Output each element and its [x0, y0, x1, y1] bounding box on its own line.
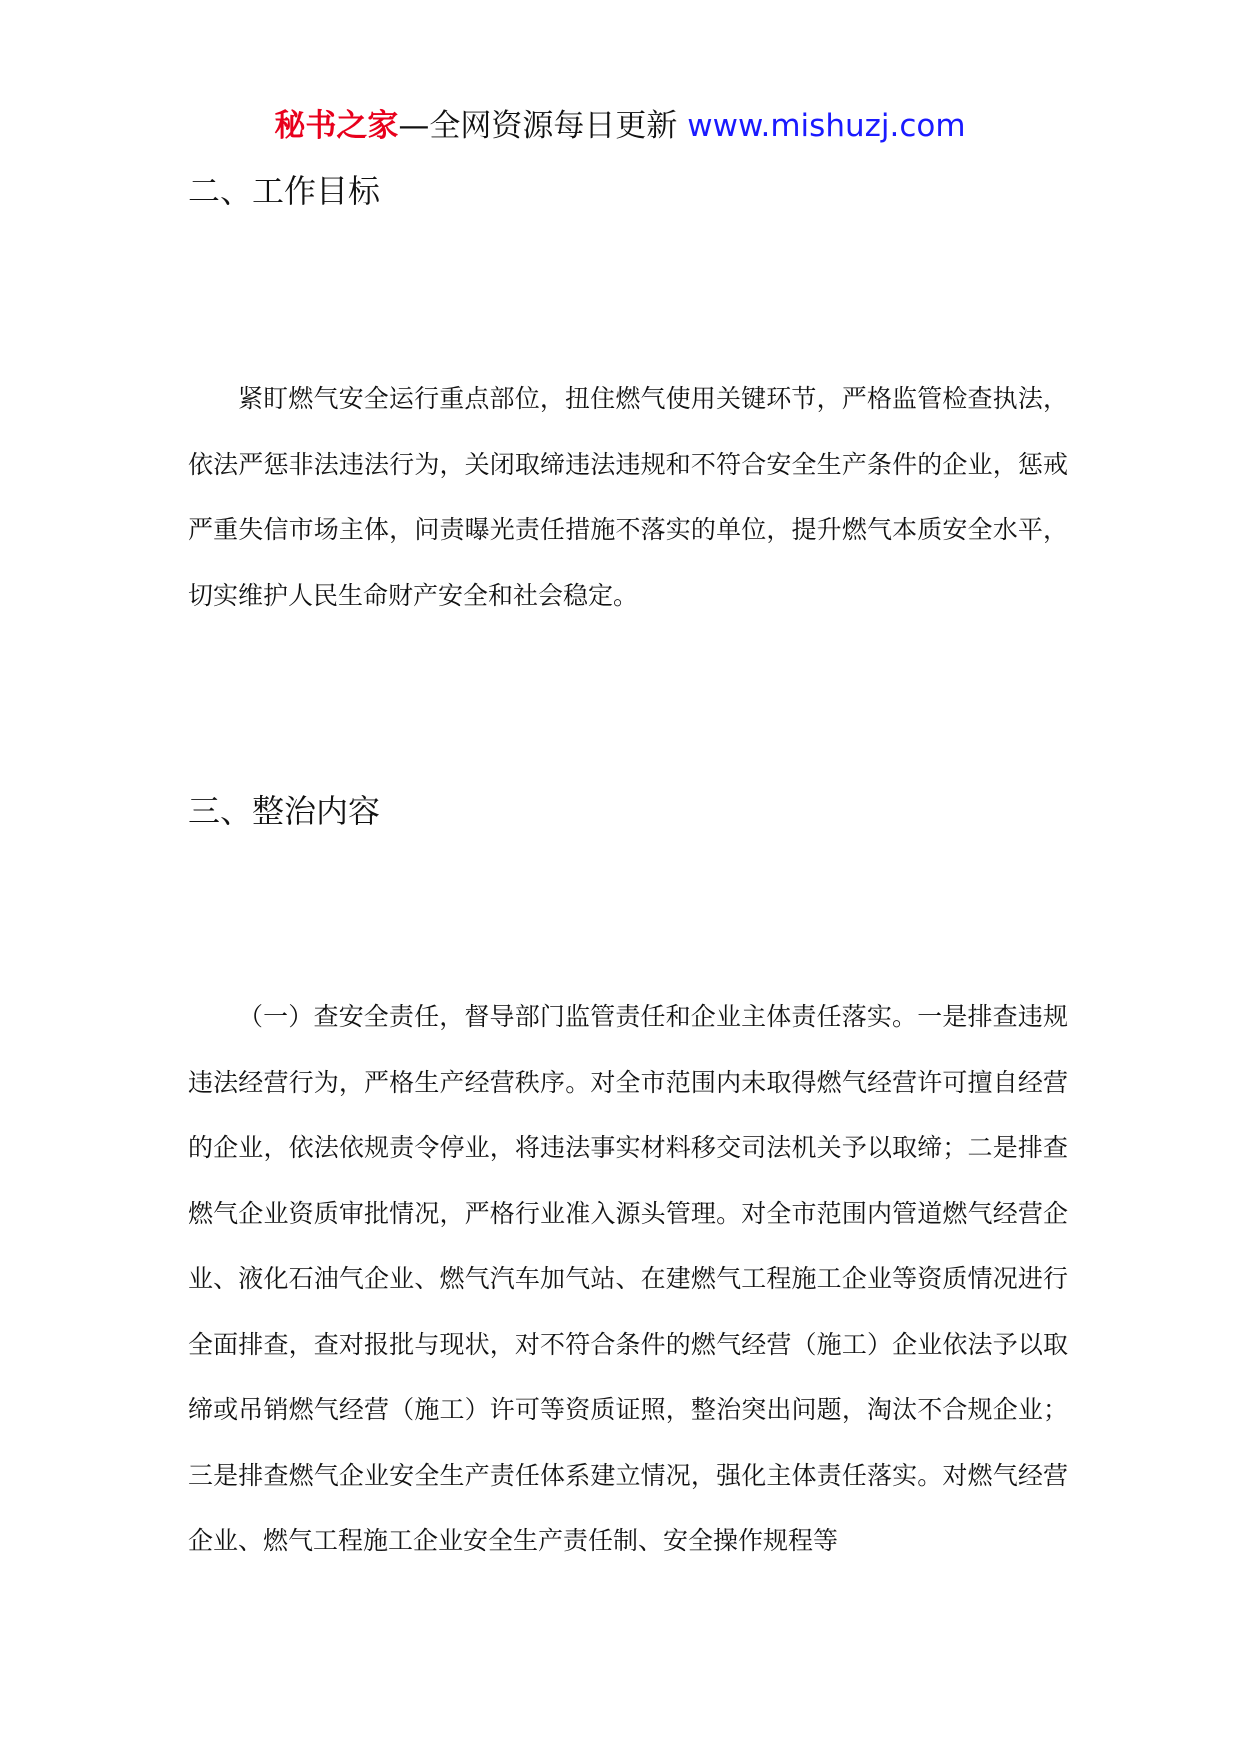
header-tagline: —全网资源每日更新: [398, 108, 688, 144]
site-watermark-header: [0, 98, 1240, 154]
section-paragraph-content: （一）查安全责任，督导部门监管责任和企业主体责任落实。一是排查违规违法经营行为，严格生产经营秩序。对全市范围内未取得燃气经营许可擅自经营的企业，依法依规责令停业，将违法事实材料移交司法机关予以取缔；二是排查燃气企业资质审批情况，严格行业准入源头管理。对全市范围内管道燃气经营企业、液化石油气企业、燃气汽车加气站、在建燃气工程施工企业等资质情况进行全面排查，查对报批与现状，对不符合条件的燃气经营（施工）企业依法予以取缔或吊销燃气经营（施工）许可等资质证照，整治突出问题，淘汰不合规企业；三是排查燃气企业安全生产责任体系建立情况，强化主体责任落实。对燃气经营企业、燃气工程施工企业安全生产责任制、安全操作规程等: [188, 1002, 1068, 1555]
section-heading-goals: 二、工作目标: [188, 172, 381, 210]
site-url-link[interactable]: www.mishuzj.com: [687, 108, 966, 144]
brand-name: 秘书之家: [274, 108, 399, 144]
section-heading-content: 三、整治内容: [188, 792, 381, 830]
section-paragraph-goals: 紧盯燃气安全运行重点部位，扭住燃气使用关键环节，严格监管检查执法，依法严惩非法违法行为，关闭取缔违法违规和不符合安全生产条件的企业，惩戒严重失信市场主体，问责曝光责任措施不落实的单位，提升燃气本质安全水平，切实维护人民生命财产安全和社会稳定。: [188, 384, 1068, 610]
